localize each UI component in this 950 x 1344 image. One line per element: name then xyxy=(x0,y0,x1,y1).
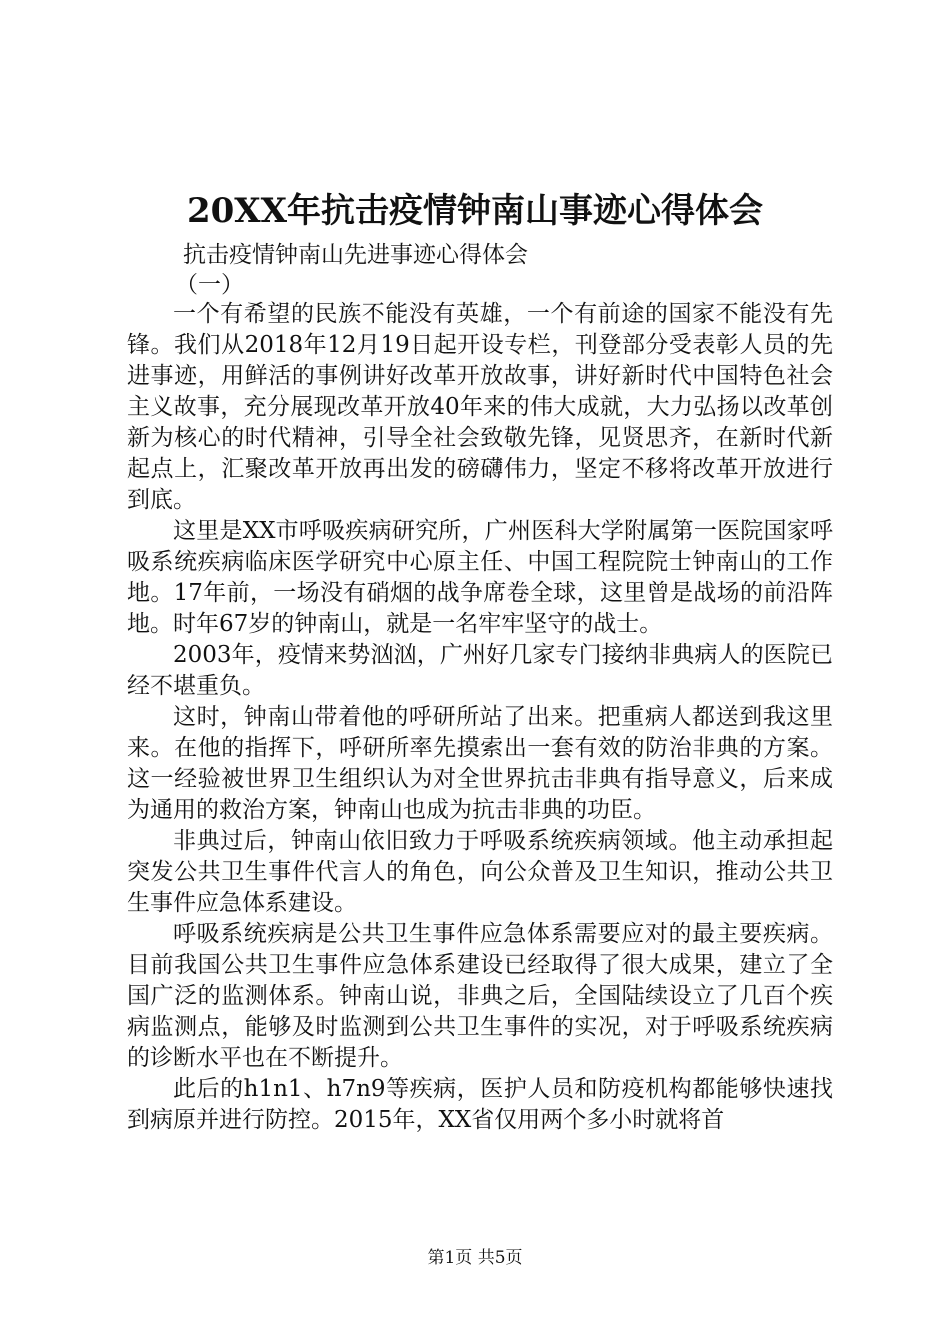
section-label: （一） xyxy=(175,272,244,298)
paragraph: 2003年，疫情来势汹汹，广州好几家专门接纳非典病人的医院已经不堪重负。 xyxy=(127,642,833,699)
document-title: 20XX年抗击疫情钟南山事迹心得体会 xyxy=(186,191,764,231)
paragraph: 这时，钟南山带着他的呼研所站了出来。把重病人都送到我这里来。在他的指挥下，呼研所率先摸索出一套有效的防治非典的方案。这一经验被世界卫生组织认为对全世界抗击非典有指导意义，后来成为通用的救治方案，钟南山也成为抗击非典的功臣。 xyxy=(127,704,833,823)
paragraph: 呼吸系统疾病是公共卫生事件应急体系需要应对的最主要疾病。目前我国公共卫生事件应急体系建设已经取得了很大成果，建立了全国广泛的监测体系。钟南山说，非典之后，全国陆续设立了几百个疾病监测点，能够及时监测到公共卫生事件的实况，对于呼吸系统疾病的诊断水平也在不断提升。 xyxy=(127,921,833,1071)
document-body xyxy=(127,299,833,1136)
document-subtitle: 抗击疫情钟南山先进事迹心得体会 xyxy=(183,242,528,268)
paragraph: 一个有希望的民族不能没有英雄，一个有前途的国家不能没有先锋。我们从2018年12月19日起开设专栏，刊登部分受表彰人员的先进事迹，用鲜活的事例讲好改革开放故事，讲好新时代中国特色社会主义故事，充分展现改革开放40年来的伟大成就，大力弘扬以改革创新为核心的时代精神，引导全社会致敬先锋，见贤思齐，在新时代新起点上，汇聚改革开放再出发的磅礴伟力，坚定不移将改革开放进行到底。 xyxy=(127,301,833,513)
page-footer: 第1页 共5页 xyxy=(427,1248,523,1268)
paragraph: 此后的h1n1、h7n9等疾病，医护人员和防疫机构都能够快速找到病原并进行防控。2015年，XX省仅用两个多小时就将首 xyxy=(127,1076,833,1133)
paragraph: 非典过后，钟南山依旧致力于呼吸系统疾病领域。他主动承担起突发公共卫生事件代言人的角色，向公众普及卫生知识，推动公共卫生事件应急体系建设。 xyxy=(127,828,833,916)
paragraph: 这里是XX市呼吸疾病研究所，广州医科大学附属第一医院国家呼吸系统疾病临床医学研究中心原主任、中国工程院院士钟南山的工作地。17年前，一场没有硝烟的战争席卷全球，这里曾是战场的前沿阵地。时年67岁的钟南山，就是一名牢牢坚守的战士。 xyxy=(127,518,833,637)
